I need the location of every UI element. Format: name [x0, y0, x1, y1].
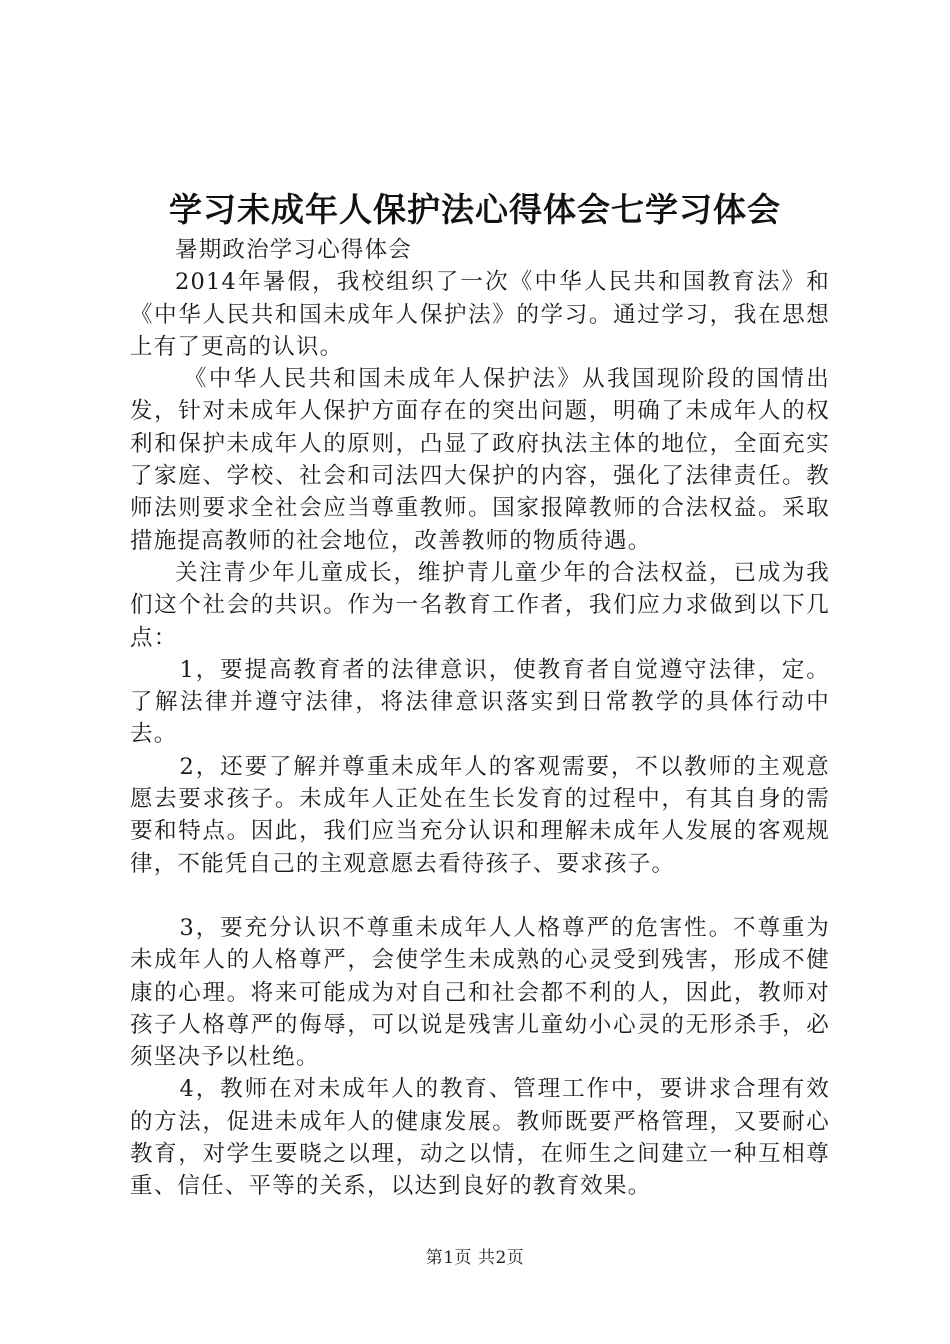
document-body [130, 234, 830, 1203]
paragraph-point-1: 1，要提高教育者的法律意识，使教育者自觉遵守法律，定。了解法律并遵守法律，将法律意识落实到日常教学的具体行动中去。 [130, 656, 830, 748]
paragraph-point-3: 3，要充分认识不尊重未成年人人格尊严的危害性。不尊重为未成年人的人格尊严，会使学生未成熟的心灵受到残害，形成不健康的心理。将来可能成为对自己和社会都不利的人，因此，教师对孩子人格尊严的侮辱，可以说是残害儿童幼小心灵的无形杀手，必须坚决予以杜绝。 [130, 914, 830, 1071]
subtitle: 暑期政治学习心得体会 [175, 237, 413, 263]
paragraph-law-summary: 《中华人民共和国未成年人保护法》从我国现阶段的国情出发，针对未成年人保护方面存在的突出问题，明确了未成年人的权利和保护未成年人的原则，凸显了政府执法主体的地位，全面充实了家庭、学校、社会和司法四大保护的内容，强化了法律责任。教师法则要求全社会应当尊重教师。国家报障教师的合法权益。采取措施提高教师的社会地位，改善教师的物质待遇。 [130, 366, 830, 554]
paragraph-point-2: 2，还要了解并尊重未成年人的客观需要，不以教师的主观意愿去要求孩子。未成年人正处在生长发育的过程中，有其自身的需要和特点。因此，我们应当充分认识和理解未成年人发展的客观规律，不能凭自己的主观意愿去看待孩子、要求孩子。 [130, 753, 830, 877]
page-title: 学习未成年人保护法心得体会七学习体会 [169, 190, 781, 229]
page-number-footer: 第1页 共2页 [425, 1248, 525, 1268]
paragraph-spacer [130, 880, 830, 912]
paragraph-consensus: 关注青少年儿童成长，维护青儿童少年的合法权益，已成为我们这个社会的共识。作为一名教育工作者，我们应力求做到以下几点： [130, 559, 830, 651]
paragraph-intro: 2014年暑假，我校组织了一次《中华人民共和国教育法》和《中华人民共和国未成年人保护法》的学习。通过学习，我在思想上有了更高的认识。 [130, 269, 830, 360]
paragraph-point-4: 4，教师在对未成年人的教育、管理工作中，要讲求合理有效的方法，促进未成年人的健康发展。教师既要严格管理，又要耐心教育，对学生要晓之以理，动之以情，在师生之间建立一种互相尊重、信任、平等的关系，以达到良好的教育效果。 [130, 1076, 830, 1200]
